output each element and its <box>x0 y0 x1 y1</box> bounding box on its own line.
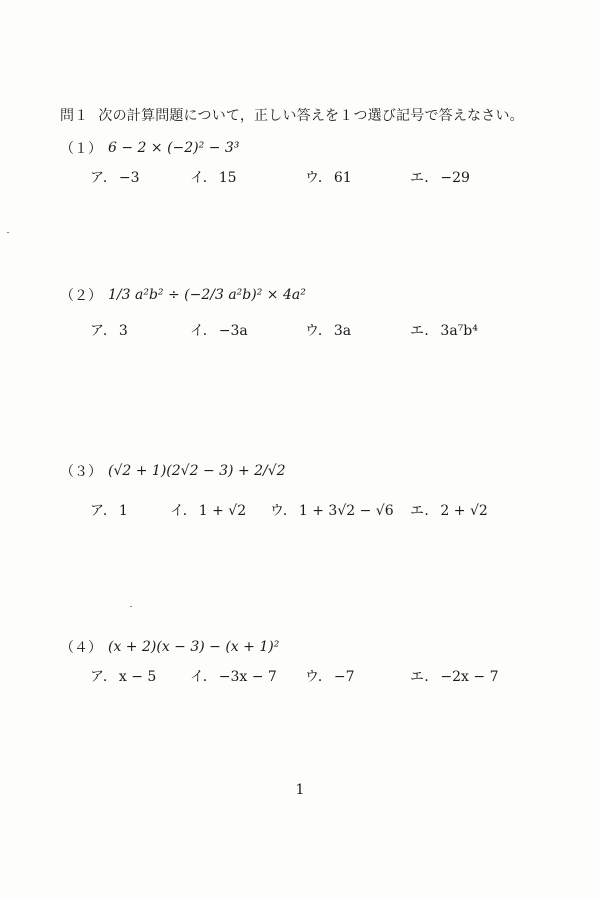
scan-speck <box>7 232 9 233</box>
problem-2 <box>60 280 478 339</box>
problem-label: （４） <box>60 640 102 656</box>
choice-i[interactable]: イ． −3a <box>190 323 248 339</box>
choice-u[interactable]: ウ． −7 <box>305 669 355 685</box>
choice-i[interactable]: イ． −3x − 7 <box>190 669 277 685</box>
problem-expression: (√2 + 1)(2√2 − 3) + 2/√2 <box>108 463 286 479</box>
choice-a[interactable]: ア． 1 <box>90 503 128 519</box>
problem-1 <box>60 133 470 186</box>
problem-label: （３） <box>60 464 102 480</box>
problem-label: （１） <box>60 141 102 157</box>
choice-a[interactable]: ア． 3 <box>90 323 128 339</box>
problem-4 <box>60 632 499 685</box>
choice-i[interactable]: イ． 15 <box>190 170 237 186</box>
choice-e[interactable]: エ． 2 + √2 <box>410 503 488 519</box>
choice-a[interactable]: ア． x − 5 <box>90 669 157 685</box>
choice-u[interactable]: ウ． 61 <box>305 170 352 186</box>
problem-label: （２） <box>60 288 102 304</box>
choice-i[interactable]: イ． 1 + √2 <box>170 503 247 519</box>
choice-u[interactable]: ウ． 1 + 3√2 − √6 <box>270 503 394 519</box>
choice-e[interactable]: エ． −2x − 7 <box>410 669 499 685</box>
question-instruction: 次の計算問題について，正しい答えを１つ選び記号で答えなさい。 <box>98 108 524 124</box>
scan-speck <box>130 606 132 607</box>
problem-3 <box>60 456 488 519</box>
question-number: 問１ <box>60 108 89 124</box>
problem-expression: (x + 2)(x − 3) − (x + 1)² <box>108 639 280 655</box>
problem-expression: 6 − 2 × (−2)² − 3³ <box>108 140 240 156</box>
question-header <box>60 105 524 125</box>
choice-a[interactable]: ア． −3 <box>90 170 140 186</box>
choice-e[interactable]: エ． 3a⁷b⁴ <box>410 323 478 339</box>
page-number: 1 <box>295 782 305 798</box>
choice-e[interactable]: エ． −29 <box>410 170 470 186</box>
choice-u[interactable]: ウ． 3a <box>305 323 352 339</box>
problem-expression: 1/3 a²b² ÷ (−2/3 a²b)² × 4a² <box>108 287 306 303</box>
